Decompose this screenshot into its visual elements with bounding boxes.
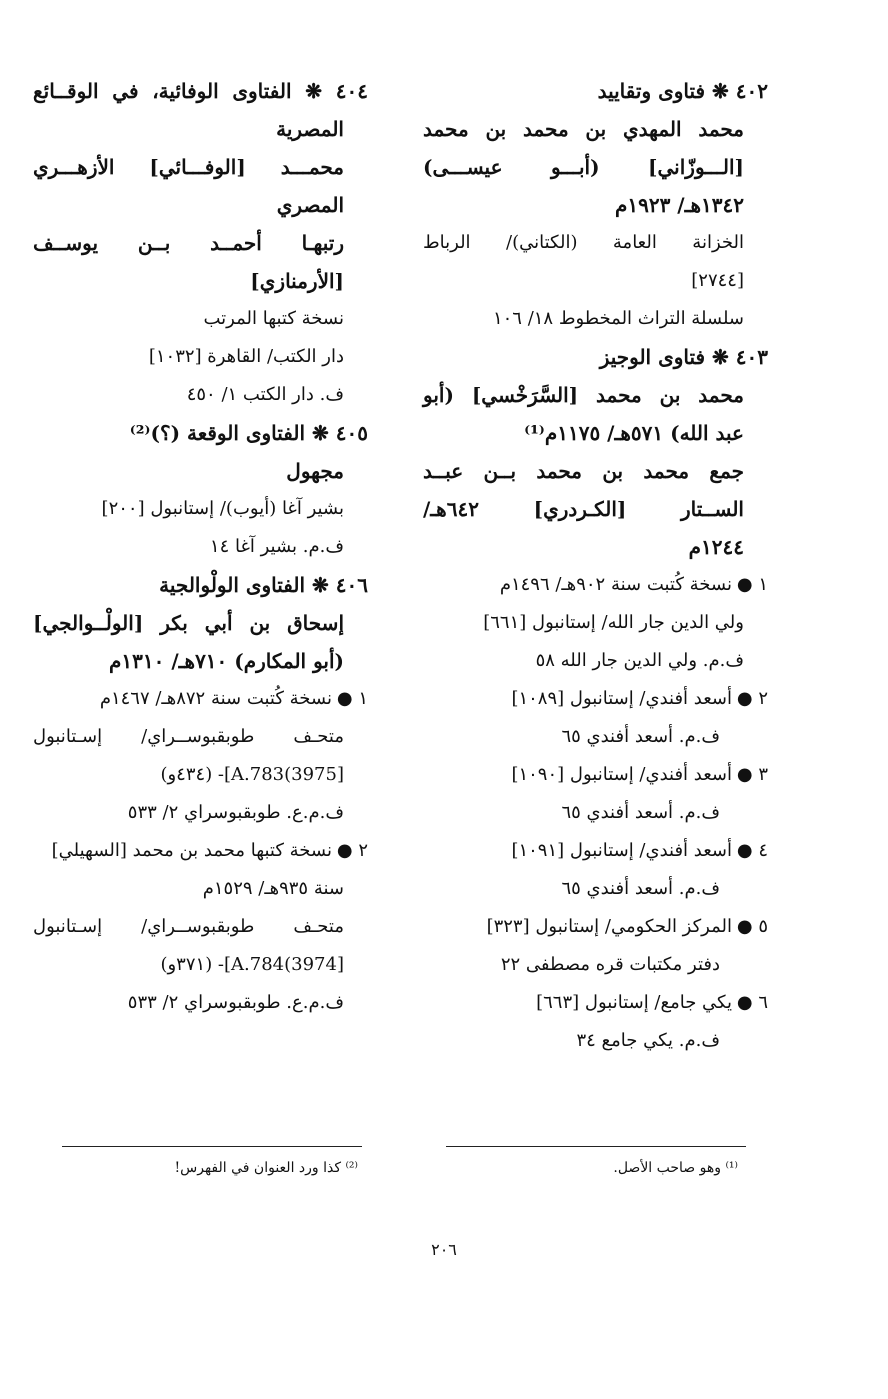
left-column-line: ف.م.ع. طوبقبوسراي ٢/ ٥٣٣: [127, 802, 344, 823]
right-column-line: [الـــوزّاني] (أبـــو عيســـى): [423, 155, 744, 179]
list-item-text: نسخة كُتبت سنة ٨٧٢هـ/ ١٤٦٧م: [99, 688, 332, 709]
footnote-right: ⁽¹⁾ وهو صاحب الأصل.: [613, 1160, 738, 1176]
left-column-line: [33, 832, 368, 870]
list-marker: ٥ ●: [736, 916, 768, 937]
left-column-line: (أبو المكارم) ٧١٠هـ/ ١٣١٠م: [109, 649, 344, 673]
left-column-line: ف.م. بشير آغا ١٤: [209, 536, 344, 557]
right-column-line: دفتر مكتبات قره مصطفى ٢٢: [500, 954, 720, 975]
right-column-line: سلسلة التراث المخطوط ١٨/ ١٠٦: [492, 308, 744, 329]
right-column-line: [423, 756, 768, 794]
page-number: ٢٠٦: [431, 1240, 457, 1259]
right-column-line: [٢٧٤٤]: [691, 270, 744, 291]
list-item-text: يكي جامع/ إستانبول [٦٦٣]: [536, 992, 732, 1013]
footnote-left: ⁽²⁾ كذا ورد العنوان في الفهرس!: [174, 1160, 358, 1176]
right-column-line: [423, 680, 768, 718]
left-column-line: [الأرمنازي]: [250, 269, 344, 293]
left-column-line: سنة ٩٣٥هـ/ ١٥٢٩م: [202, 878, 344, 899]
right-column-line: ف.م. يكي جامع ٣٤: [576, 1030, 720, 1051]
left-column-line: متحـف طوبقبوســراي/ إسـتانبول: [33, 916, 344, 937]
list-marker: ٤ ●: [736, 840, 768, 861]
left-column-line: بشير آغا (أيوب)/ إستانبول [٢٠٠]: [101, 498, 344, 519]
list-item-text: أسعد أفندي/ إستانبول [١٠٨٩]: [511, 688, 732, 709]
list-item-text: أسعد أفندي/ إستانبول [١٠٩١]: [511, 840, 732, 861]
footnote-rule-left: [62, 1146, 362, 1147]
left-column-line: [3975)A.783]- (٤٣٤و): [160, 764, 344, 785]
list-marker: ٦ ●: [736, 992, 768, 1013]
right-column-line: ف.م. ولي الدين جار الله ٥٨: [535, 650, 744, 671]
right-column-line: ف.م. أسعد أفندي ٦٥: [561, 878, 720, 899]
list-marker: ٢ ●: [336, 840, 368, 861]
left-column-line: المصري: [276, 193, 344, 217]
right-column-line: محمد بن محمد [السَّرَخْسي] (أبو: [423, 383, 744, 407]
left-column-line: إسحاق بن أبي بكر [الولْــوالجي]: [33, 611, 344, 635]
list-item-text: نسخة كتبها محمد بن محمد [السهيلي]: [51, 840, 332, 861]
left-column-line: ٤٠٤ ❋ الفتاوى الوفائية، في الوقــائع: [33, 79, 368, 103]
list-marker: ٣ ●: [736, 764, 768, 785]
list-marker: ١ ●: [736, 574, 768, 595]
left-column-line: ٤٠٦ ❋ الفتاوى الولْوالجية: [159, 573, 368, 597]
right-column-line: ٤٠٣ ❋ فتاوى الوجيز: [599, 345, 768, 369]
right-column-line: ف.م. أسعد أفندي ٦٥: [561, 802, 720, 823]
left-column-line: ٤٠٥ ❋ الفتاوى الوقعة (؟)⁽²⁾: [129, 421, 368, 445]
left-column: [33, 72, 368, 1022]
list-item-text: المركز الحكومي/ إستانبول [٣٢٣]: [486, 916, 732, 937]
left-column-line: رتبهـا أحمــد بــن يوســف: [33, 231, 344, 255]
left-column-line: نسخة كتبها المرتب: [203, 308, 344, 329]
right-column-line: ٤٠٢ ❋ فتاوى وتقاييد: [597, 79, 768, 103]
left-column-line: المصرية: [276, 117, 344, 141]
right-column-line: ف.م. أسعد أفندي ٦٥: [561, 726, 720, 747]
right-column-line: [423, 984, 768, 1022]
right-column-line: عبد الله) ٥٧١هـ/ ١١٧٥م⁽¹⁾: [524, 421, 744, 445]
right-column-line: الســتار [الكـردري] ٦٤٢هـ/: [423, 497, 744, 521]
right-column-line: [423, 832, 768, 870]
right-column-line: ١٣٤٢هـ/ ١٩٢٣م: [614, 193, 744, 217]
list-item-text: أسعد أفندي/ إستانبول [١٠٩٠]: [511, 764, 732, 785]
left-column-line: [3974)A.784]- (٣٧١و): [160, 954, 344, 975]
right-column-line: [423, 566, 768, 604]
footnote-rule-right: [446, 1146, 746, 1147]
right-column-line: [423, 908, 768, 946]
list-marker: ١ ●: [336, 688, 368, 709]
left-column-line: محمـــد [الوفـــائي] الأزهـــري: [33, 155, 344, 179]
right-column: [423, 72, 768, 1060]
list-item-text: نسخة كُتبت سنة ٩٠٢هـ/ ١٤٩٦م: [499, 574, 732, 595]
list-marker: ٢ ●: [736, 688, 768, 709]
left-column-line: مجهول: [286, 459, 344, 483]
left-column-line: متحـف طوبقبوســراي/ إسـتانبول: [33, 726, 344, 747]
right-column-line: محمد المهدي بن محمد بن محمد: [423, 117, 744, 141]
right-column-line: ١٢٤٤م: [688, 535, 744, 559]
right-column-line: الخزانة العامة (الكتاني)/ الرباط: [423, 232, 744, 253]
left-column-line: ف.م.ع. طوبقبوسراي ٢/ ٥٣٣: [127, 992, 344, 1013]
right-column-line: جمع محمد بن محمد بــن عبــد: [423, 459, 744, 483]
left-column-line: ف. دار الكتب ١/ ٤٥٠: [186, 384, 344, 405]
right-column-line: ولي الدين جار الله/ إستانبول [٦٦١]: [483, 612, 744, 633]
left-column-line: دار الكتب/ القاهرة [١٠٣٢]: [148, 346, 344, 367]
left-column-line: [33, 680, 368, 718]
